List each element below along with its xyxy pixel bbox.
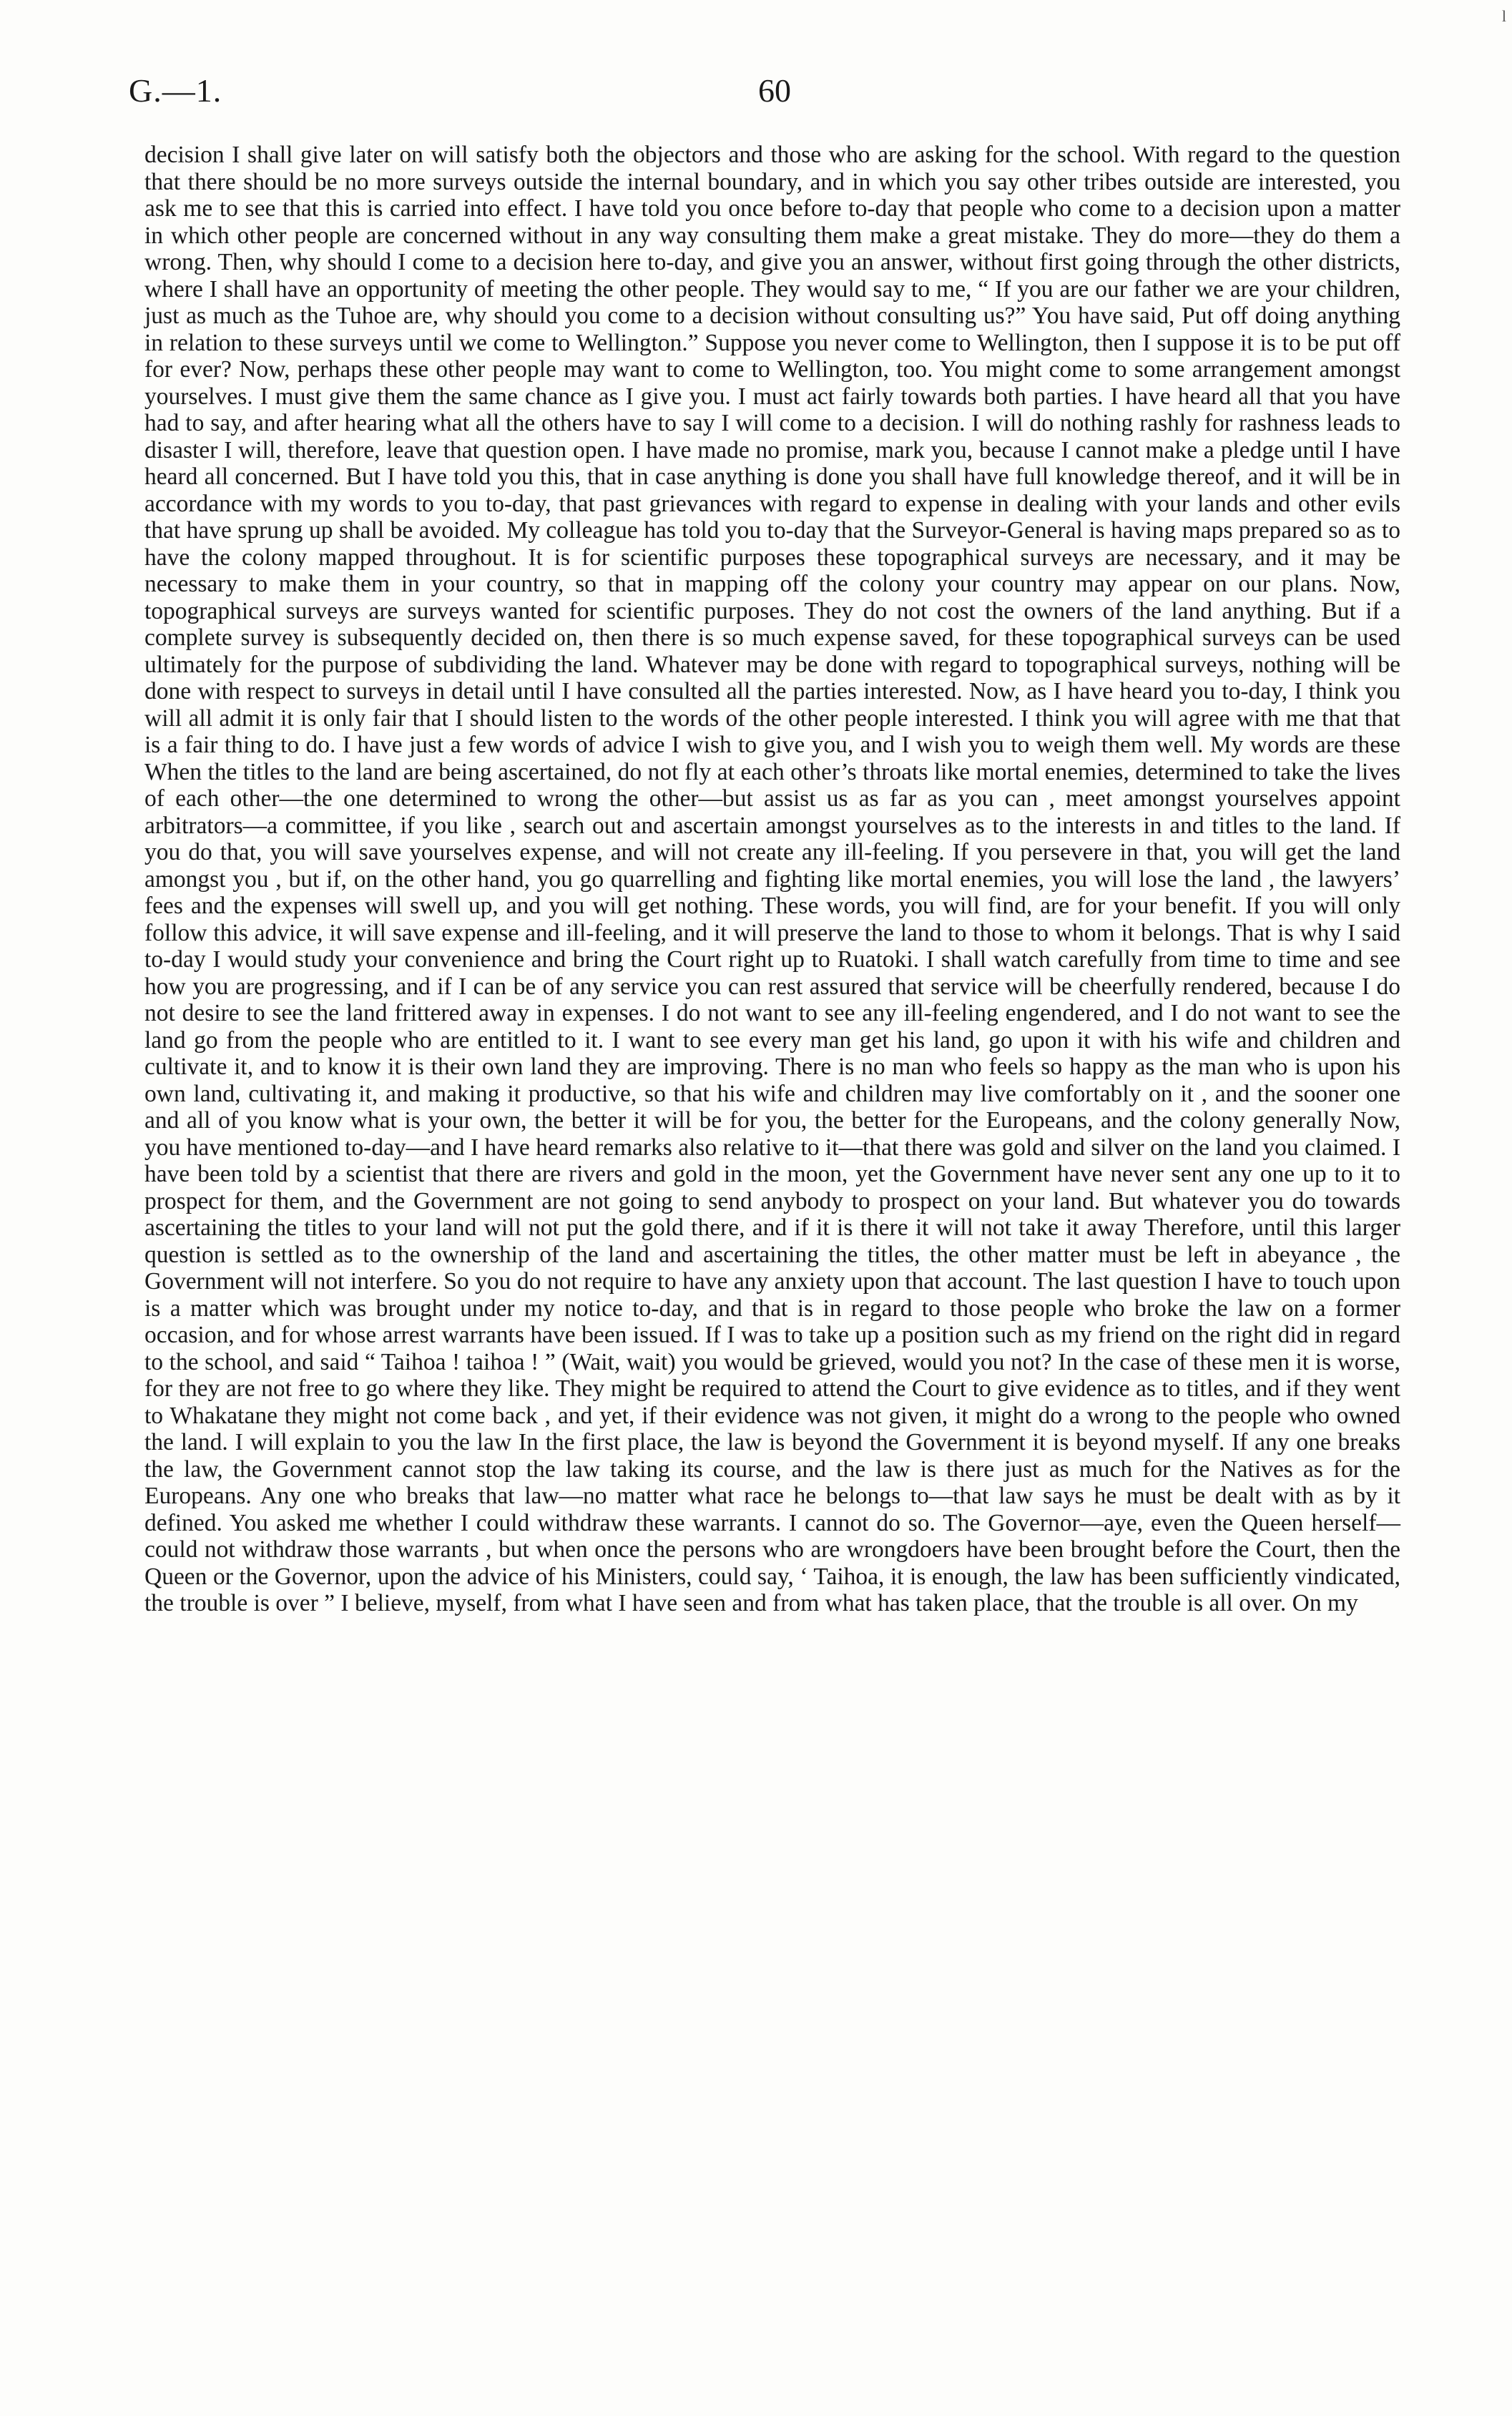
page-header bbox=[129, 72, 1388, 129]
body-text bbox=[144, 142, 1400, 1617]
margin-mark: l bbox=[1501, 7, 1506, 25]
document-reference: G.—1. bbox=[129, 72, 222, 109]
page-number: 60 bbox=[758, 72, 791, 109]
body-paragraph: decision I shall give later on will satisfy both the objectors and those who are asking for the school. With regard to the question that there should be no more surveys outside the internal boundary, and in which you say other tribes outside are interested, you ask me to see that this is carried into effect. I have told you once before to-day that people who come to a decision upon a matter in which other people are concerned without in any way consulting them make a great mistake. They do more—they do them a wrong. Then, why should I come to a decision here to-day, and give you an answer, without first going through the other districts, where I shall have an opportunity of meeting the other people. They would say to me, “ If you are our father we are your children, just as much as the Tuhoe are, why should you come to a decision without consulting us?” You have said, Put off doing anything in relation to these surveys until we come to Wellington.” Suppose you never come to Wellington, then I suppose it is to be put off for ever? Now, perhaps these other people may want to come to Wellington, too. You might come to some arrangement amongst yourselves. I must give them the same chance as I give you. I must act fairly towards both parties. I have heard all that you have had to say, and after hearing what all the others have to say I will come to a decision. I will do nothing rashly for rashness leads to disaster I will, therefore, leave that question open. I have made no promise, mark you, because I cannot make a pledge until I have heard all concerned. But I have told you this, that in case anything is done you shall have full knowledge thereof, and it will be in accordance with my words to you to-day, that past grievances with regard to expense in dealing with your lands and other evils that have sprung up shall be avoided. My colleague has told you to-day that the Surveyor-General is having maps prepared so as to have the colony mapped throughout. It is for scientific purposes these topographical surveys are necessary, and it may be necessary to make them in your country, so that in mapping off the colony your country may appear on our plans. Now, topographical surveys are surveys wanted for scientific purposes. They do not cost the owners of the land anything. But if a complete survey is subsequently decided on, then there is so much expense saved, for these topographical surveys can be used ultimately for the purpose of subdividing the land. Whatever may be done with regard to topographical surveys, nothing will be done with respect to surveys in detail until I have consulted all the parties interested. Now, as I have heard you to-day, I think you will all admit it is only fair that I should listen to the words of the other people interested. I think you will agree with me that that is a fair thing to do. I have just a few words of advice I wish to give you, and I wish you to weigh them well. My words are these When the titles to the land are being ascertained, do not fly at each other’s throats like mortal enemies, determined to take the lives of each other—the one determined to wrong the other—but assist us as far as you can , meet amongst yourselves appoint arbitrators—a committee, if you like , search out and ascertain amongst yourselves as to the interests in and titles to the land. If you do that, you will save yourselves expense, and will not create any ill-feeling. If you persevere in that, you will get the land amongst you , but if, on the other hand, you go quarrelling and fighting like mortal enemies, you will lose the land , the lawyers’ fees and the expenses will swell up, and you will get nothing. These words, you will find, are for your benefit. If you will only follow this advice, it will save expense and ill-feeling, and it will preserve the land to those to whom it belongs. That is why I said to-day I would study your convenience and bring the Court right up to Ruatoki. I shall watch carefully from time to time and see how you are progressing, and if I can be of any service you can rest assured that service will be cheerfully rendered, because I do not desire to see the land frittered away in expenses. I do not want to see any ill-feeling engendered, and I do not want to see the land go from the people who are entitled to it. I want to see every man get his land, go upon it with his wife and children and cultivate it, and to know it is their own land they are improving. There is no man who feels so happy as the man who is upon his own land, cultivating it, and making it productive, so that his wife and children may live comfortably on it , and the sooner one and all of you know what is your own, the better it will be for you, the better for the Europeans, and the colony generally Now, you have mentioned to-day—and I have heard remarks also relative to it—that there was gold and silver on the land you claimed. I have been told by a scientist that there are rivers and gold in the moon, yet the Government have never sent any one up to it to prospect for them, and the Government are not going to send anybody to prospect on your land. But whatever you do towards ascertaining the titles to your land will not put the gold there, and if it is there it will not take it away Therefore, until this larger question is settled as to the ownership of the land and ascertaining the titles, the other matter must be left in abeyance , the Government will not interfere. So you do not require to have any anxiety upon that account. The last question I have to touch upon is a matter which was brought under my notice to-day, and that is in regard to those people who broke the law on a former occasion, and for whose arrest warrants have been issued. If I was to take up a position such as my friend on the right did in regard to the school, and said “ Taihoa ! taihoa ! ” (Wait, wait) you would be grieved, would you not? In the case of these men it is worse, for they are not free to go where they like. They might be required to attend the Court to give evidence as to titles, and if they went to Whakatane they might not come back , and yet, if their evidence was not given, it might do a wrong to the people who owned the land. I will explain to you the law In the first place, the law is beyond the Government it is beyond myself. If any one breaks the law, the Government cannot stop the law taking its course, and the law is there just as much for the Natives as for the Europeans. Any one who breaks that law—no matter what race he belongs to—that law says he must be dealt with as by it defined. You asked me whether I could withdraw these warrants. I cannot do so. The Governor—aye, even the Queen herself—could not withdraw those warrants , but when once the persons who are wrongdoers have been brought before the Court, then the Queen or the Governor, upon the advice of his Ministers, could say, ‘ Taihoa, it is enough, the law has been sufficiently vindicated, the trouble is over ” I believe, myself, from what I have seen and from what has taken place, that the trouble is all over. On my bbox=[144, 142, 1400, 1616]
